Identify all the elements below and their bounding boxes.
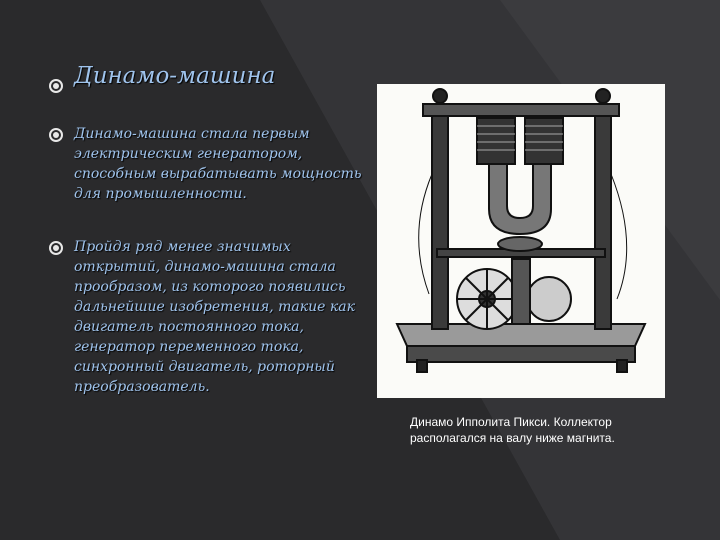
figure-caption: Динамо Ипполита Пикси. Коллектор располагался на валу ниже магнита. (410, 415, 615, 445)
paragraph-2: Пройдя ряд менее значимых открытий, динамо-машина стала прообразом, из которого появились дальнейшие изобретения, такие как двигатель постоянного тока, генератор переменного тока, синхронный двигатель, роторный преобразователь. (74, 239, 355, 395)
pixii-dynamo-engraving-icon (377, 84, 665, 398)
bullet-icon (49, 241, 63, 255)
bullet-icon (49, 79, 63, 93)
dynamo-illustration (377, 84, 665, 398)
bullet-icon (49, 128, 63, 142)
slide-title: Динамо-машина (74, 63, 276, 89)
paragraph-1: Динамо-машина стала первым электрическим генератором, способным вырабатывать мощность для промышленности. (74, 126, 362, 202)
